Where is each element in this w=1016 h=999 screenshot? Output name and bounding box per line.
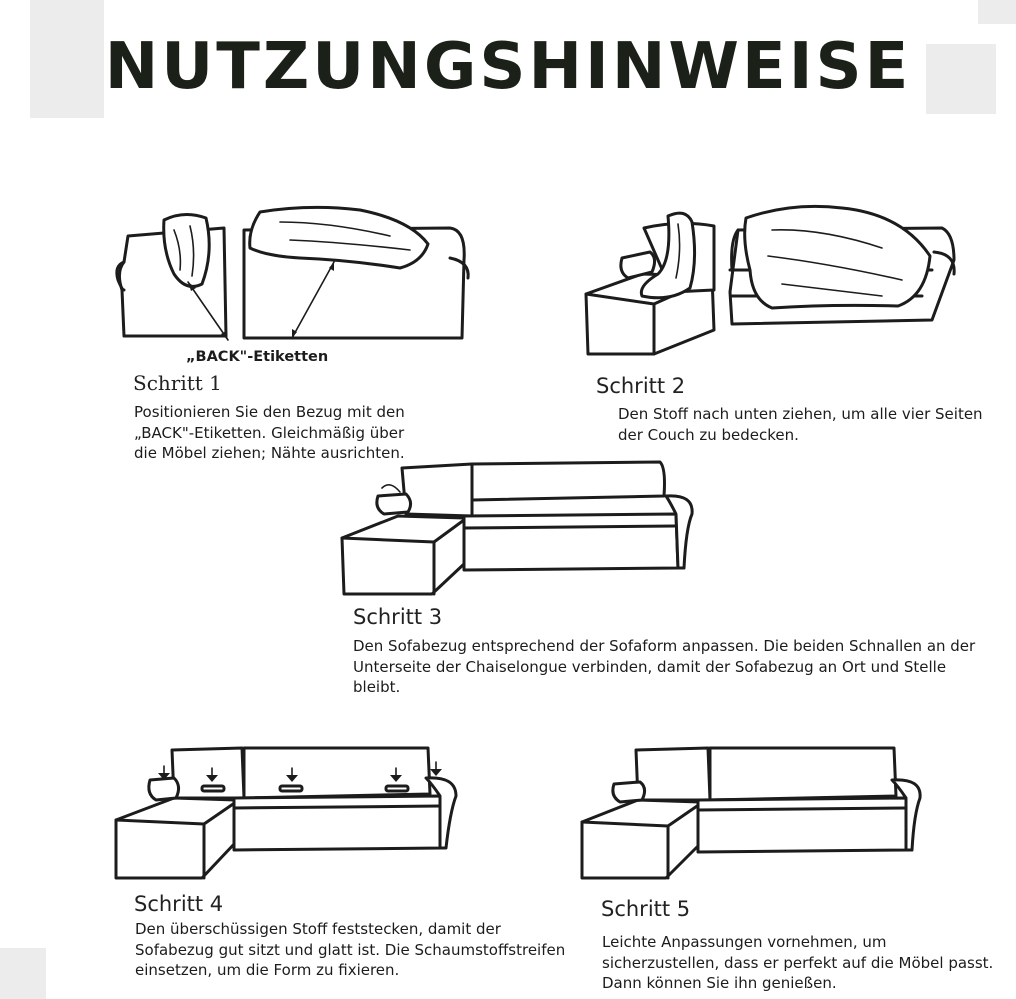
step4-line-3: einsetzen, um die Form zu fixieren. xyxy=(135,961,400,979)
step4-line-1: Den überschüssigen Stoff feststecken, damit der xyxy=(135,920,501,938)
step2-illustration xyxy=(582,200,962,360)
step1-line-3: die Möbel ziehen; Nähte ausrichten. xyxy=(134,444,405,462)
step3-line-3: bleibt. xyxy=(353,678,401,696)
step5-title: Schritt 5 xyxy=(601,897,691,921)
step1-title: Schritt 1 xyxy=(133,371,222,395)
step4-text xyxy=(135,919,595,981)
step2-title: Schritt 2 xyxy=(596,374,686,398)
step5-line-1: Leichte Anpassungen vornehmen, um xyxy=(602,933,887,951)
step5-line-3: Dann können Sie ihn genießen. xyxy=(602,974,837,992)
step5-text xyxy=(602,932,1012,994)
step4-title: Schritt 4 xyxy=(134,892,224,916)
step1-text xyxy=(134,402,454,464)
step3-title: Schritt 3 xyxy=(353,605,443,629)
step1-line-2: „BACK"-Etiketten. Gleichmäßig über xyxy=(134,423,405,442)
step2-line-1: Den Stoff nach unten ziehen, um alle vier Seiten xyxy=(618,405,983,423)
step4-line-2: Sofabezug gut sitzt und glatt ist. Die Schaumstoffstreifen xyxy=(135,940,566,959)
step3-line-2: Unterseite der Chaiselongue verbinden, damit der Sofabezug an Ort und Stelle xyxy=(353,657,947,676)
step3-illustration xyxy=(336,458,698,600)
step5-illustration xyxy=(576,744,928,886)
step2-line-2: der Couch zu bedecken. xyxy=(618,425,799,444)
step3-line-1: Den Sofabezug entsprechend der Sofaform anpassen. Die beiden Schnallen an der xyxy=(353,637,976,655)
step1-illustration xyxy=(110,200,480,360)
corner-block-top-right-small xyxy=(978,0,1016,24)
step4-illustration xyxy=(110,744,466,886)
step1-line-1: Positionieren Sie den Bezug mit den xyxy=(134,403,405,421)
step3-text xyxy=(353,636,1013,698)
step5-line-2: sicherzustellen, dass er perfekt auf die Möbel passt. xyxy=(602,953,994,972)
step2-text xyxy=(618,404,1013,445)
corner-block-bottom-left xyxy=(0,948,46,999)
page-title: NUTZUNGSHINWEISE xyxy=(104,30,912,104)
back-label-annotation: „BACK"-Etiketten xyxy=(186,349,329,365)
